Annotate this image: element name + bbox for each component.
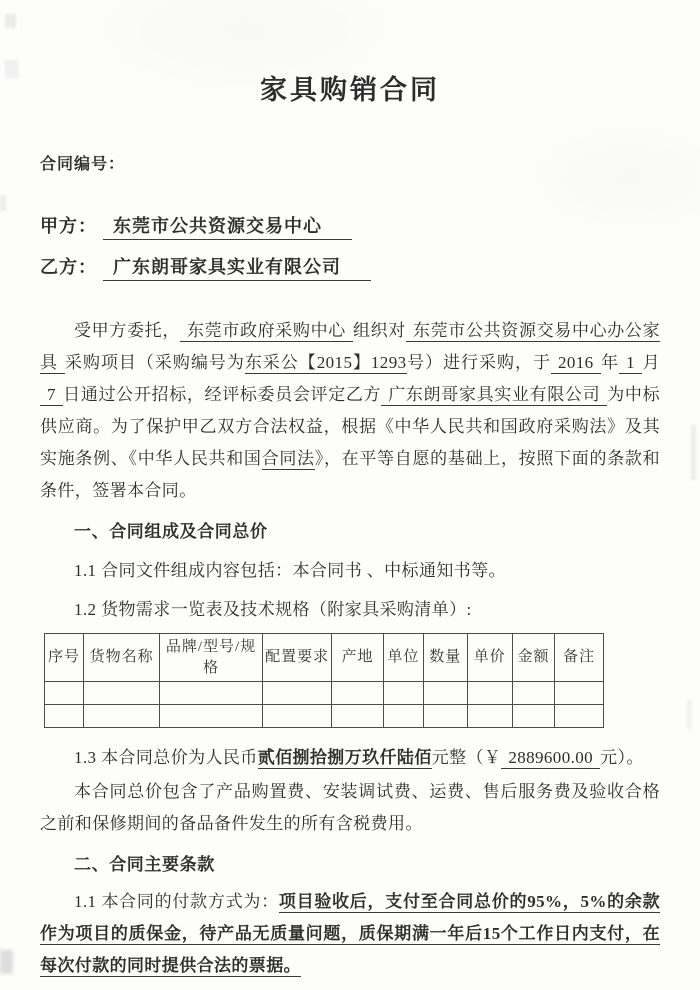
text-run: 受甲方委托， bbox=[74, 321, 180, 340]
table-cell-empty bbox=[555, 705, 604, 728]
table-header-cell: 备注 bbox=[555, 634, 604, 682]
filled-blank: 广东朗哥家具实业有限公司 bbox=[381, 385, 607, 406]
table-header-cell: 产地 bbox=[332, 634, 383, 682]
filled-blank: 东莞市政府采购中心 bbox=[180, 321, 353, 342]
text-run: 》，在平等自愿的基础上，按照下面的条款和条件，签署本合同。 bbox=[40, 449, 660, 500]
table-cell-empty bbox=[160, 705, 263, 728]
filled-blank: 2016 bbox=[551, 353, 601, 374]
scan-artifact bbox=[5, 14, 16, 28]
party-a-label: 甲方： bbox=[40, 216, 97, 236]
table-header-cell: 金额 bbox=[512, 634, 554, 682]
filled-blank: 项目验收后，支付至合同总价的95%，5%的余款作为项目的质保金，待产品无质量问题，质保期满一年后15个工作日内支付，在每次付款的同时提供合法的票据。 bbox=[40, 892, 660, 975]
text-run: 日通过公开招标，经评标委员会评定乙方 bbox=[62, 385, 382, 404]
text-run: 1.1 本合同的付款方式为： bbox=[74, 892, 279, 911]
party-a-row bbox=[40, 212, 660, 240]
party-b-value: 广东朗哥家具实业有限公司 bbox=[103, 253, 371, 281]
table-cell-empty bbox=[332, 705, 383, 728]
goods-table bbox=[44, 633, 604, 728]
table-row bbox=[45, 705, 604, 728]
clause-1-1: 1.1 合同文件组成内容包括：本合同书 、中标通知书等。 bbox=[74, 561, 506, 580]
table-cell-empty bbox=[263, 705, 332, 728]
table-cell-empty bbox=[263, 682, 332, 705]
preamble-paragraph bbox=[40, 315, 660, 507]
party-b-label: 乙方： bbox=[40, 257, 97, 277]
table-row bbox=[45, 682, 604, 705]
total-price-note: 本合同总价包含了产品购置费、安装调试费、运费、售后服务费及验收合格之前和保修期间的备品备件发生的所有含税费用。 bbox=[40, 782, 660, 833]
text-run: 号）进行采购，于 bbox=[406, 353, 551, 372]
clause-1-3 bbox=[40, 742, 660, 774]
payment-terms-paragraph bbox=[40, 886, 660, 982]
clause-1-2: 1.2 货物需求一览表及技术规格（附家具采购清单）: bbox=[74, 600, 472, 619]
filled-blank: 7 bbox=[40, 385, 63, 406]
table-header-cell: 配置要求 bbox=[263, 634, 332, 682]
filled-blank: 2889600.00 bbox=[501, 748, 600, 769]
text-run: 1.3 本合同总价为人民币 bbox=[74, 748, 258, 767]
scan-artifact bbox=[0, 195, 6, 211]
party-a-value: 东莞市公共资源交易中心 bbox=[103, 212, 352, 240]
section-2-heading: 二、合同主要条款 bbox=[74, 855, 215, 874]
table-cell-empty bbox=[423, 682, 467, 705]
scan-artifact bbox=[5, 60, 18, 78]
text-run: 元整（￥ bbox=[431, 748, 502, 767]
table-cell-empty bbox=[383, 705, 423, 728]
table-header-row bbox=[45, 634, 604, 682]
party-b-row bbox=[40, 253, 660, 281]
filled-blank: 合同法 bbox=[261, 449, 315, 468]
section-1-heading: 一、合同组成及合同总价 bbox=[74, 522, 268, 541]
table-cell-empty bbox=[45, 682, 84, 705]
table-header-cell: 品牌/型号/规格 bbox=[160, 634, 263, 682]
filled-blank: 贰佰捌拾捌万玖仟陆佰 bbox=[257, 748, 432, 767]
table-cell-empty bbox=[512, 682, 554, 705]
table-header-cell: 货物名称 bbox=[84, 634, 160, 682]
text-run: 月 bbox=[642, 353, 661, 372]
text-run: 年 bbox=[600, 353, 620, 372]
page-title: 家具购销合同 bbox=[260, 75, 440, 105]
scan-artifact bbox=[691, 425, 696, 480]
table-cell-empty bbox=[512, 705, 554, 728]
table-cell-empty bbox=[467, 705, 512, 728]
table-cell-empty bbox=[332, 682, 383, 705]
scan-artifact bbox=[0, 950, 13, 974]
filled-blank: 1 bbox=[619, 353, 642, 374]
table-cell-empty bbox=[423, 705, 467, 728]
table-header-cell: 数量 bbox=[423, 634, 467, 682]
filled-blank: 东采公【2015】1293 bbox=[244, 353, 407, 372]
table-header-cell: 序号 bbox=[45, 634, 84, 682]
text-run: 组织对 bbox=[352, 321, 406, 340]
text-run: 为中标供应商。为了保护甲乙双方合法权益，根据《中华人民共和国政府采购法》及其实施条例、《中华人民共和国 bbox=[40, 385, 660, 468]
table-cell-empty bbox=[84, 682, 160, 705]
table-cell-empty bbox=[467, 682, 512, 705]
contract-number-label: 合同编号： bbox=[40, 156, 126, 173]
table-cell-empty bbox=[383, 682, 423, 705]
table-header-cell: 单位 bbox=[383, 634, 423, 682]
table-cell-empty bbox=[555, 682, 604, 705]
table-cell-empty bbox=[84, 705, 160, 728]
text-run: 采购项目（采购编号为 bbox=[64, 353, 245, 372]
filled-blank: 东莞市公共资源交易中心办公家具 bbox=[40, 321, 660, 372]
table-cell-empty bbox=[45, 705, 84, 728]
table-cell-empty bbox=[160, 682, 263, 705]
scan-artifact bbox=[687, 700, 692, 730]
table-header-cell: 单价 bbox=[467, 634, 512, 682]
text-run: 元）。 bbox=[600, 748, 644, 767]
